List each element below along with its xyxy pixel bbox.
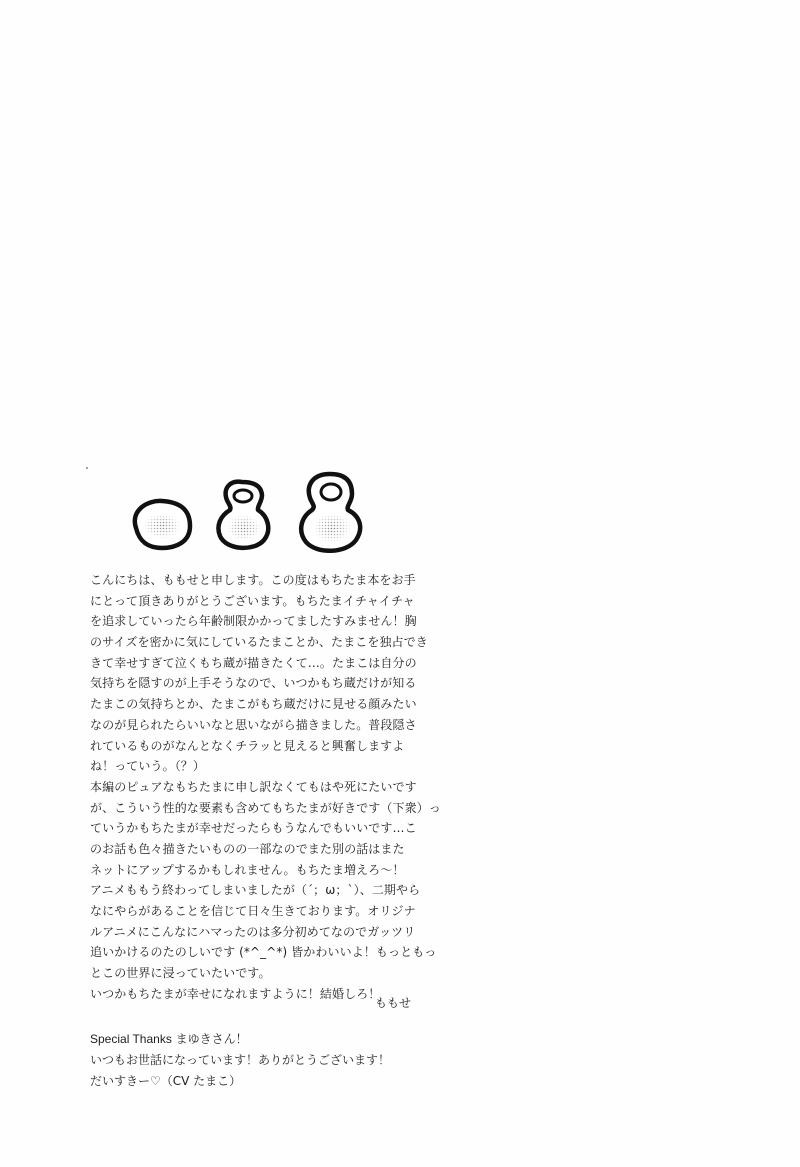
afterword-line: アニメももう終わってしまいましたが（´；ω；`）、二期やら bbox=[90, 883, 421, 898]
afterword-line: こんにちは、ももせと申します。この度はもちたま本をお手 bbox=[90, 573, 416, 587]
afterword-line: にとって頂きありがとうございます。もちたまイチャイチャ bbox=[90, 593, 415, 608]
thanks-name: まゆきさん！ bbox=[175, 1032, 248, 1046]
afterword-line: が、こういう性的な要素も含めてもちたまが好きです（下衆）っ bbox=[90, 800, 441, 815]
logo-blob-8-small bbox=[218, 482, 268, 548]
afterword-line: れているものがなんとなくチラッと見えると興奮しますよ bbox=[90, 738, 405, 753]
thanks-line-3: だいすきー♡（CV たまこ） bbox=[90, 1074, 242, 1088]
special-thanks bbox=[90, 1029, 420, 1092]
bubble-logo-graphic bbox=[126, 470, 366, 556]
afterword-line: ね！っていう。（？） bbox=[90, 759, 206, 774]
afterword-line: 追いかけるのたのしいです (*^_^*) 皆かわいいよ！もっともっ bbox=[90, 945, 437, 960]
afterword-line: ルアニメにこんなにハマったのは多分初めてなのでガッツリ bbox=[90, 924, 416, 939]
afterword-line: のお話も色々描きたいものの一部なのでまた別の話はまた bbox=[90, 841, 405, 856]
afterword-line: のサイズを密かに気にしているたまことか、たまこを独占でき bbox=[90, 635, 428, 650]
logo-blob-o bbox=[135, 501, 190, 548]
afterword-line: 本編のピュアなもちたまに申し訳なくてもはや死にたいです bbox=[90, 779, 417, 794]
thanks-line-2: いつもお世話になっています！ありがとうございます！ bbox=[90, 1053, 391, 1067]
afterword-line: いつかもちたまが幸せになれますように！結婚しろ！ bbox=[90, 986, 381, 1001]
afterword-line: ネットにアップするかもしれません。もちたま増えろ～！ bbox=[90, 862, 405, 877]
afterword-line: を追求していったら年齢制限かかってましたすみません！胸 bbox=[90, 614, 417, 629]
thanks-line-1 bbox=[90, 1029, 420, 1050]
afterword-line: たまこの気持ちとか、たまこがもち蔵だけに見せる顔みたい bbox=[90, 697, 417, 712]
afterword-line: 気持ちを隠すのが上手そうなので、いつかもち蔵だけが知る bbox=[90, 676, 417, 691]
logo-blob-8-tall bbox=[301, 474, 360, 551]
afterword-text bbox=[90, 570, 441, 1004]
afterword-line: とこの世界に浸っていたいです。 bbox=[90, 966, 271, 981]
author-signature: ももせ bbox=[375, 996, 412, 1010]
afterword-line: なにやらがあることを信じて日々生きております。オリジナ bbox=[90, 904, 416, 918]
afterword-line: ていうかもちたまが幸せだったらもうなんでもいいです…こ bbox=[90, 821, 417, 836]
afterword-line: きて幸せすぎて泣くもち蔵が描きたくて…。たまこは自分の bbox=[90, 655, 417, 670]
paper-speck bbox=[86, 467, 88, 469]
thanks-label: Special Thanks bbox=[90, 1032, 172, 1046]
afterword-line: なのが見られたらいいなと思いながら描きました。普段隠さ bbox=[90, 717, 417, 732]
